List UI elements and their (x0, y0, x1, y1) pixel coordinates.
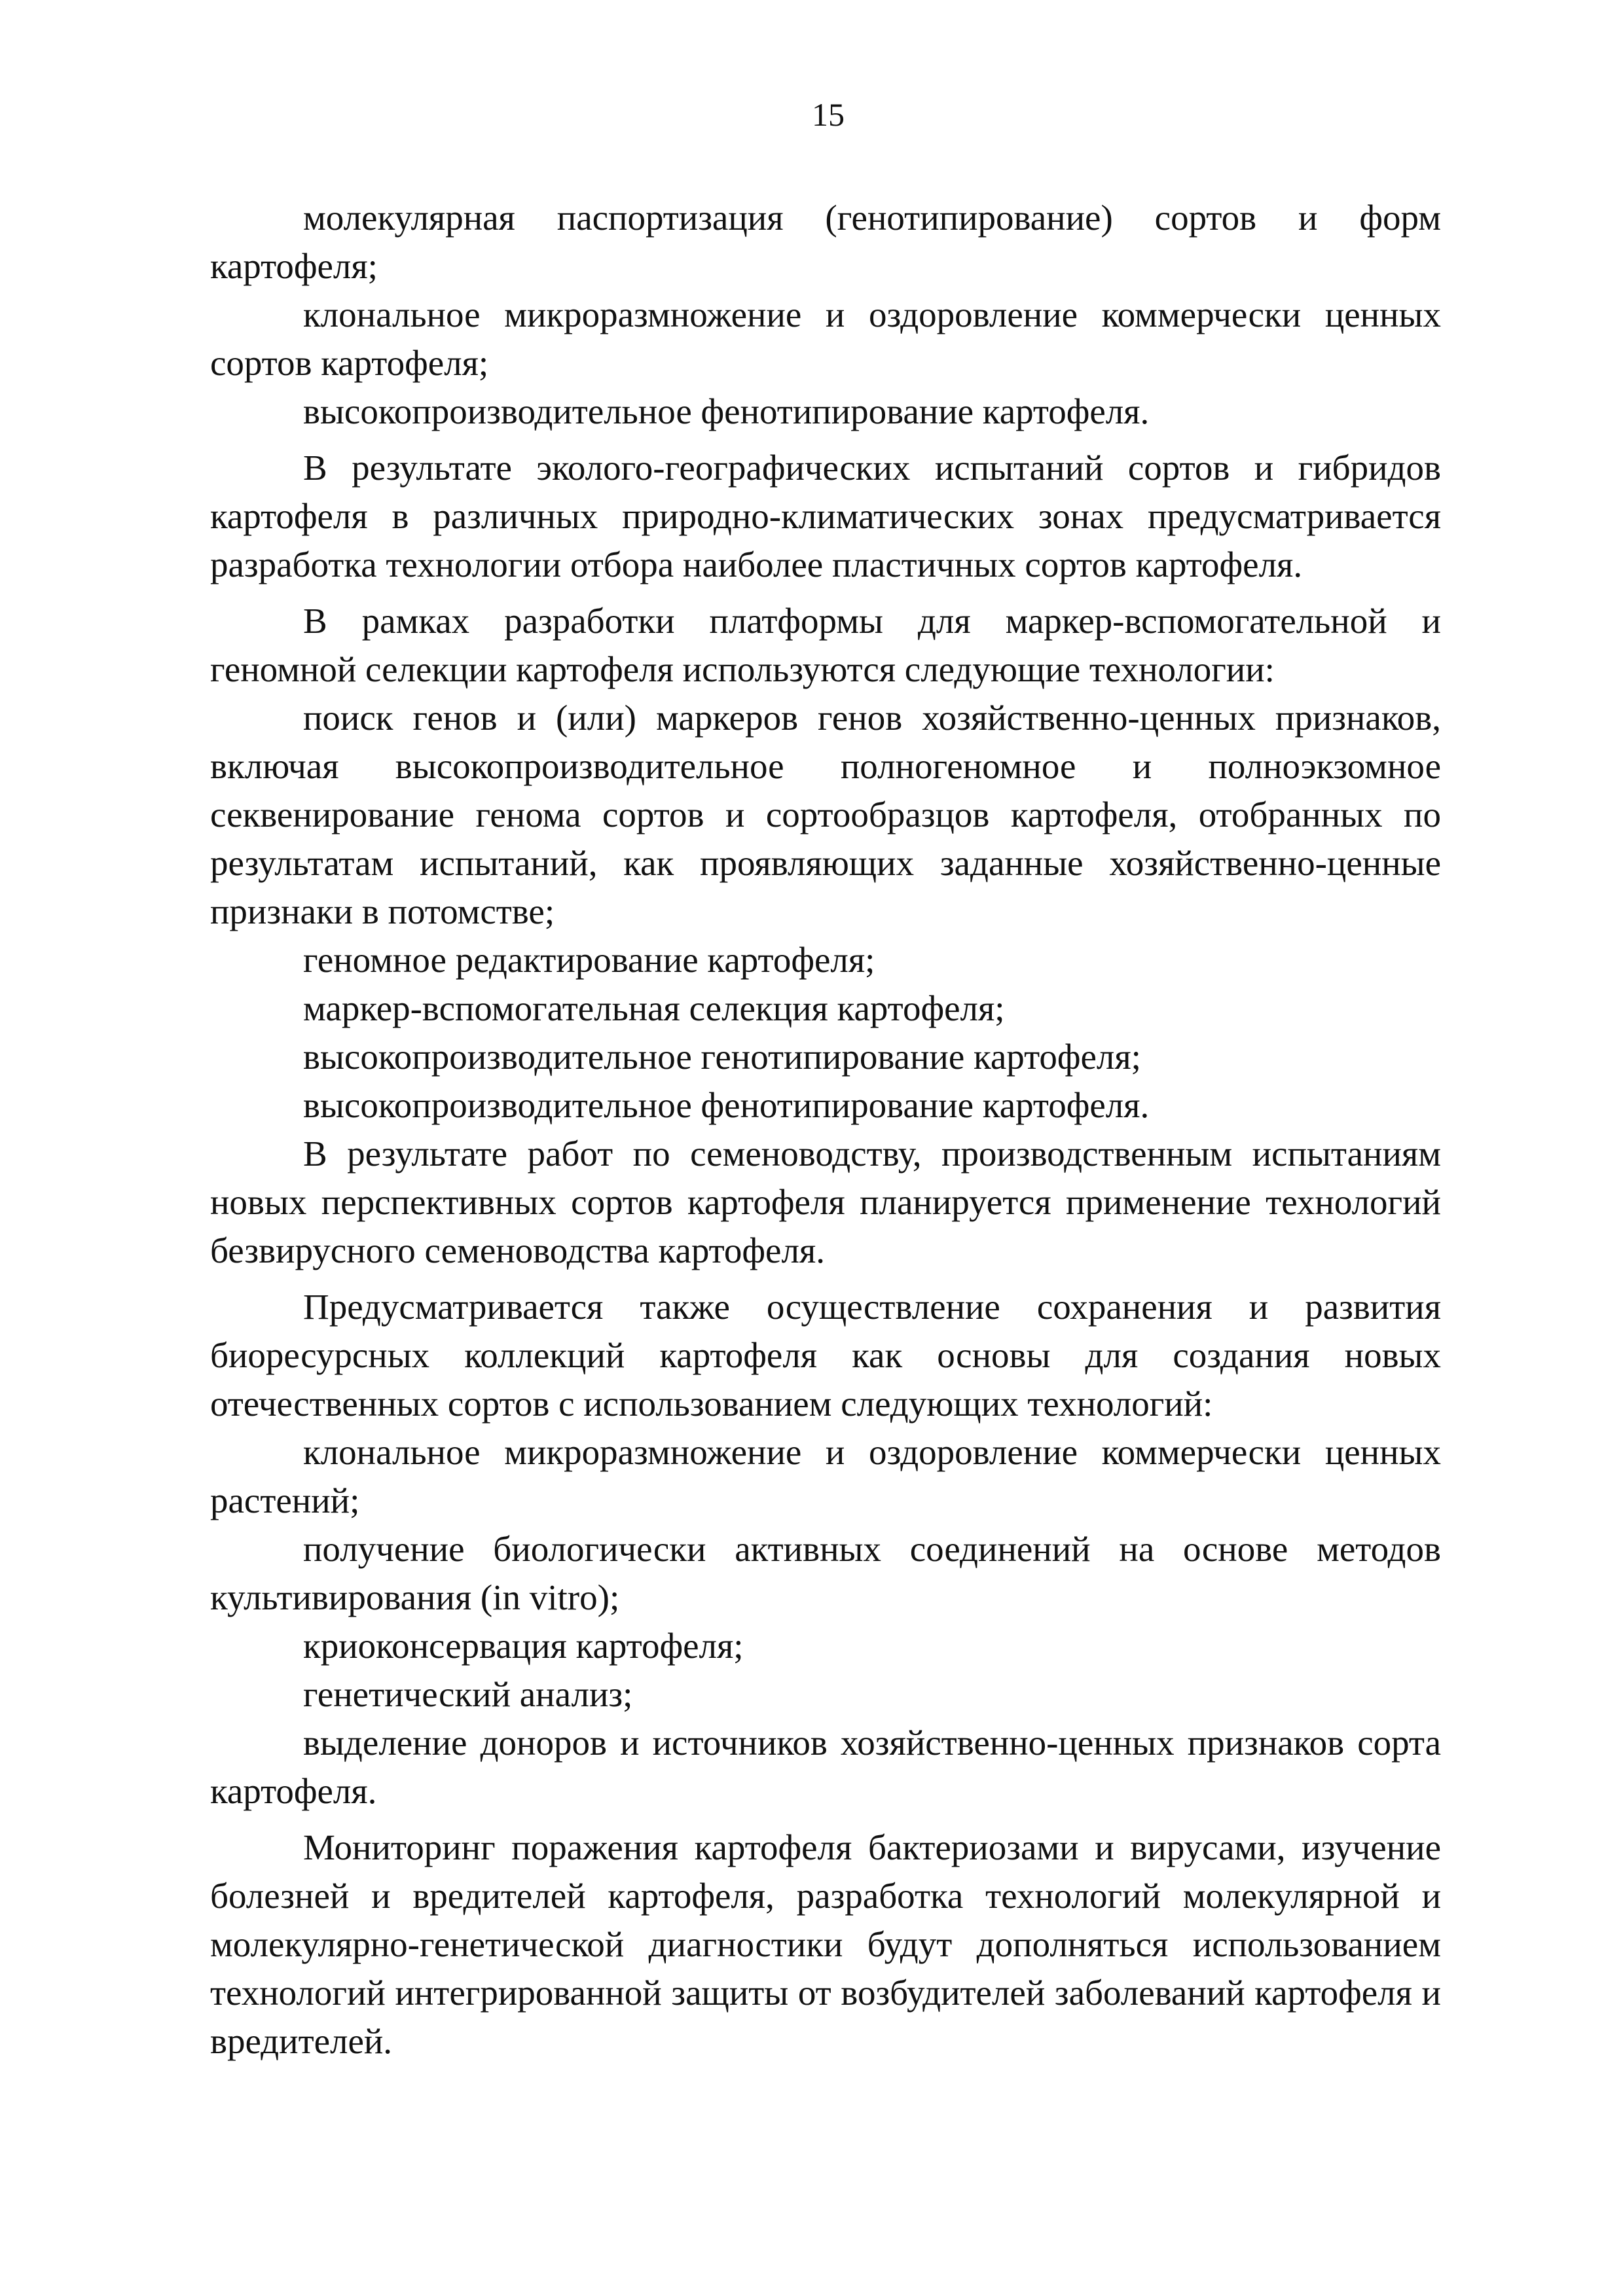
paragraph-3: высокопроизводительное фенотипирование картофеля. (303, 391, 1150, 431)
paragraph-7: геномное редактирование картофеля; (303, 940, 875, 980)
paragraph-2: клональное микроразмножение и оздоровление коммерчески ценных сортов картофеля; (210, 295, 1441, 383)
paragraph-11: В результате работ по семеноводству, производственным испытаниям новых перспективных сортов картофеля планируется применение технологий безвирусного семеноводства картофеля. (210, 1134, 1441, 1270)
page-number: 15 (812, 96, 845, 133)
paragraph-4: В результате эколого-географических испытаний сортов и гибридов картофеля в различных природно-климатических зонах предусматривается разработка технологии отбора наиболее пластичных сортов картофеля. (210, 448, 1441, 584)
paragraph-6: поиск генов и (или) маркеров генов хозяйственно-ценных признаков, включая высокопроизводительное полногеномное и полноэкзомное секвенирование генома сортов и сортообразцов картофеля, отобранных по результатам испытаний, как проявляющих заданные хозяйственно-ценные признаки в потомстве; (210, 698, 1441, 931)
paragraph-9: высокопроизводительное генотипирование картофеля; (303, 1037, 1141, 1077)
paragraph-18: Мониторинг поражения картофеля бактериозами и вирусами, изучение болезней и вредителей картофеля, разработка технологий молекулярной и молекулярно-генетической диагностики будут дополняться использованием технологий интегрированной защиты от возбудителей заболеваний картофеля и вредителей. (210, 1827, 1441, 2061)
paragraph-13: клональное микроразмножение и оздоровление коммерчески ценных растений; (210, 1432, 1441, 1520)
paragraph-17: выделение доноров и источников хозяйственно-ценных признаков сорта картофеля. (210, 1723, 1441, 1811)
paragraph-14: получение биологически активных соединений на основе методов культивирования (in vitro); (210, 1529, 1441, 1617)
paragraph-5: В рамках разработки платформы для маркер-вспомогательной и геномной селекции картофеля используются следующие технологии: (210, 601, 1441, 689)
body-text (210, 194, 1441, 2066)
paragraph-10: высокопроизводительное фенотипирование картофеля. (303, 1085, 1150, 1125)
paragraph-8: маркер-вспомогательная селекция картофеля; (303, 988, 1005, 1028)
paragraph-12: Предусматривается также осуществление сохранения и развития биоресурсных коллекций картофеля как основы для создания новых отечественных сортов с использованием следующих технологий: (210, 1287, 1441, 1424)
paragraph-1: молекулярная паспортизация (генотипирование) сортов и форм картофеля; (210, 198, 1441, 286)
paragraph-16: генетический анализ; (303, 1674, 633, 1714)
paragraph-15: криоконсервация картофеля; (303, 1626, 744, 1666)
